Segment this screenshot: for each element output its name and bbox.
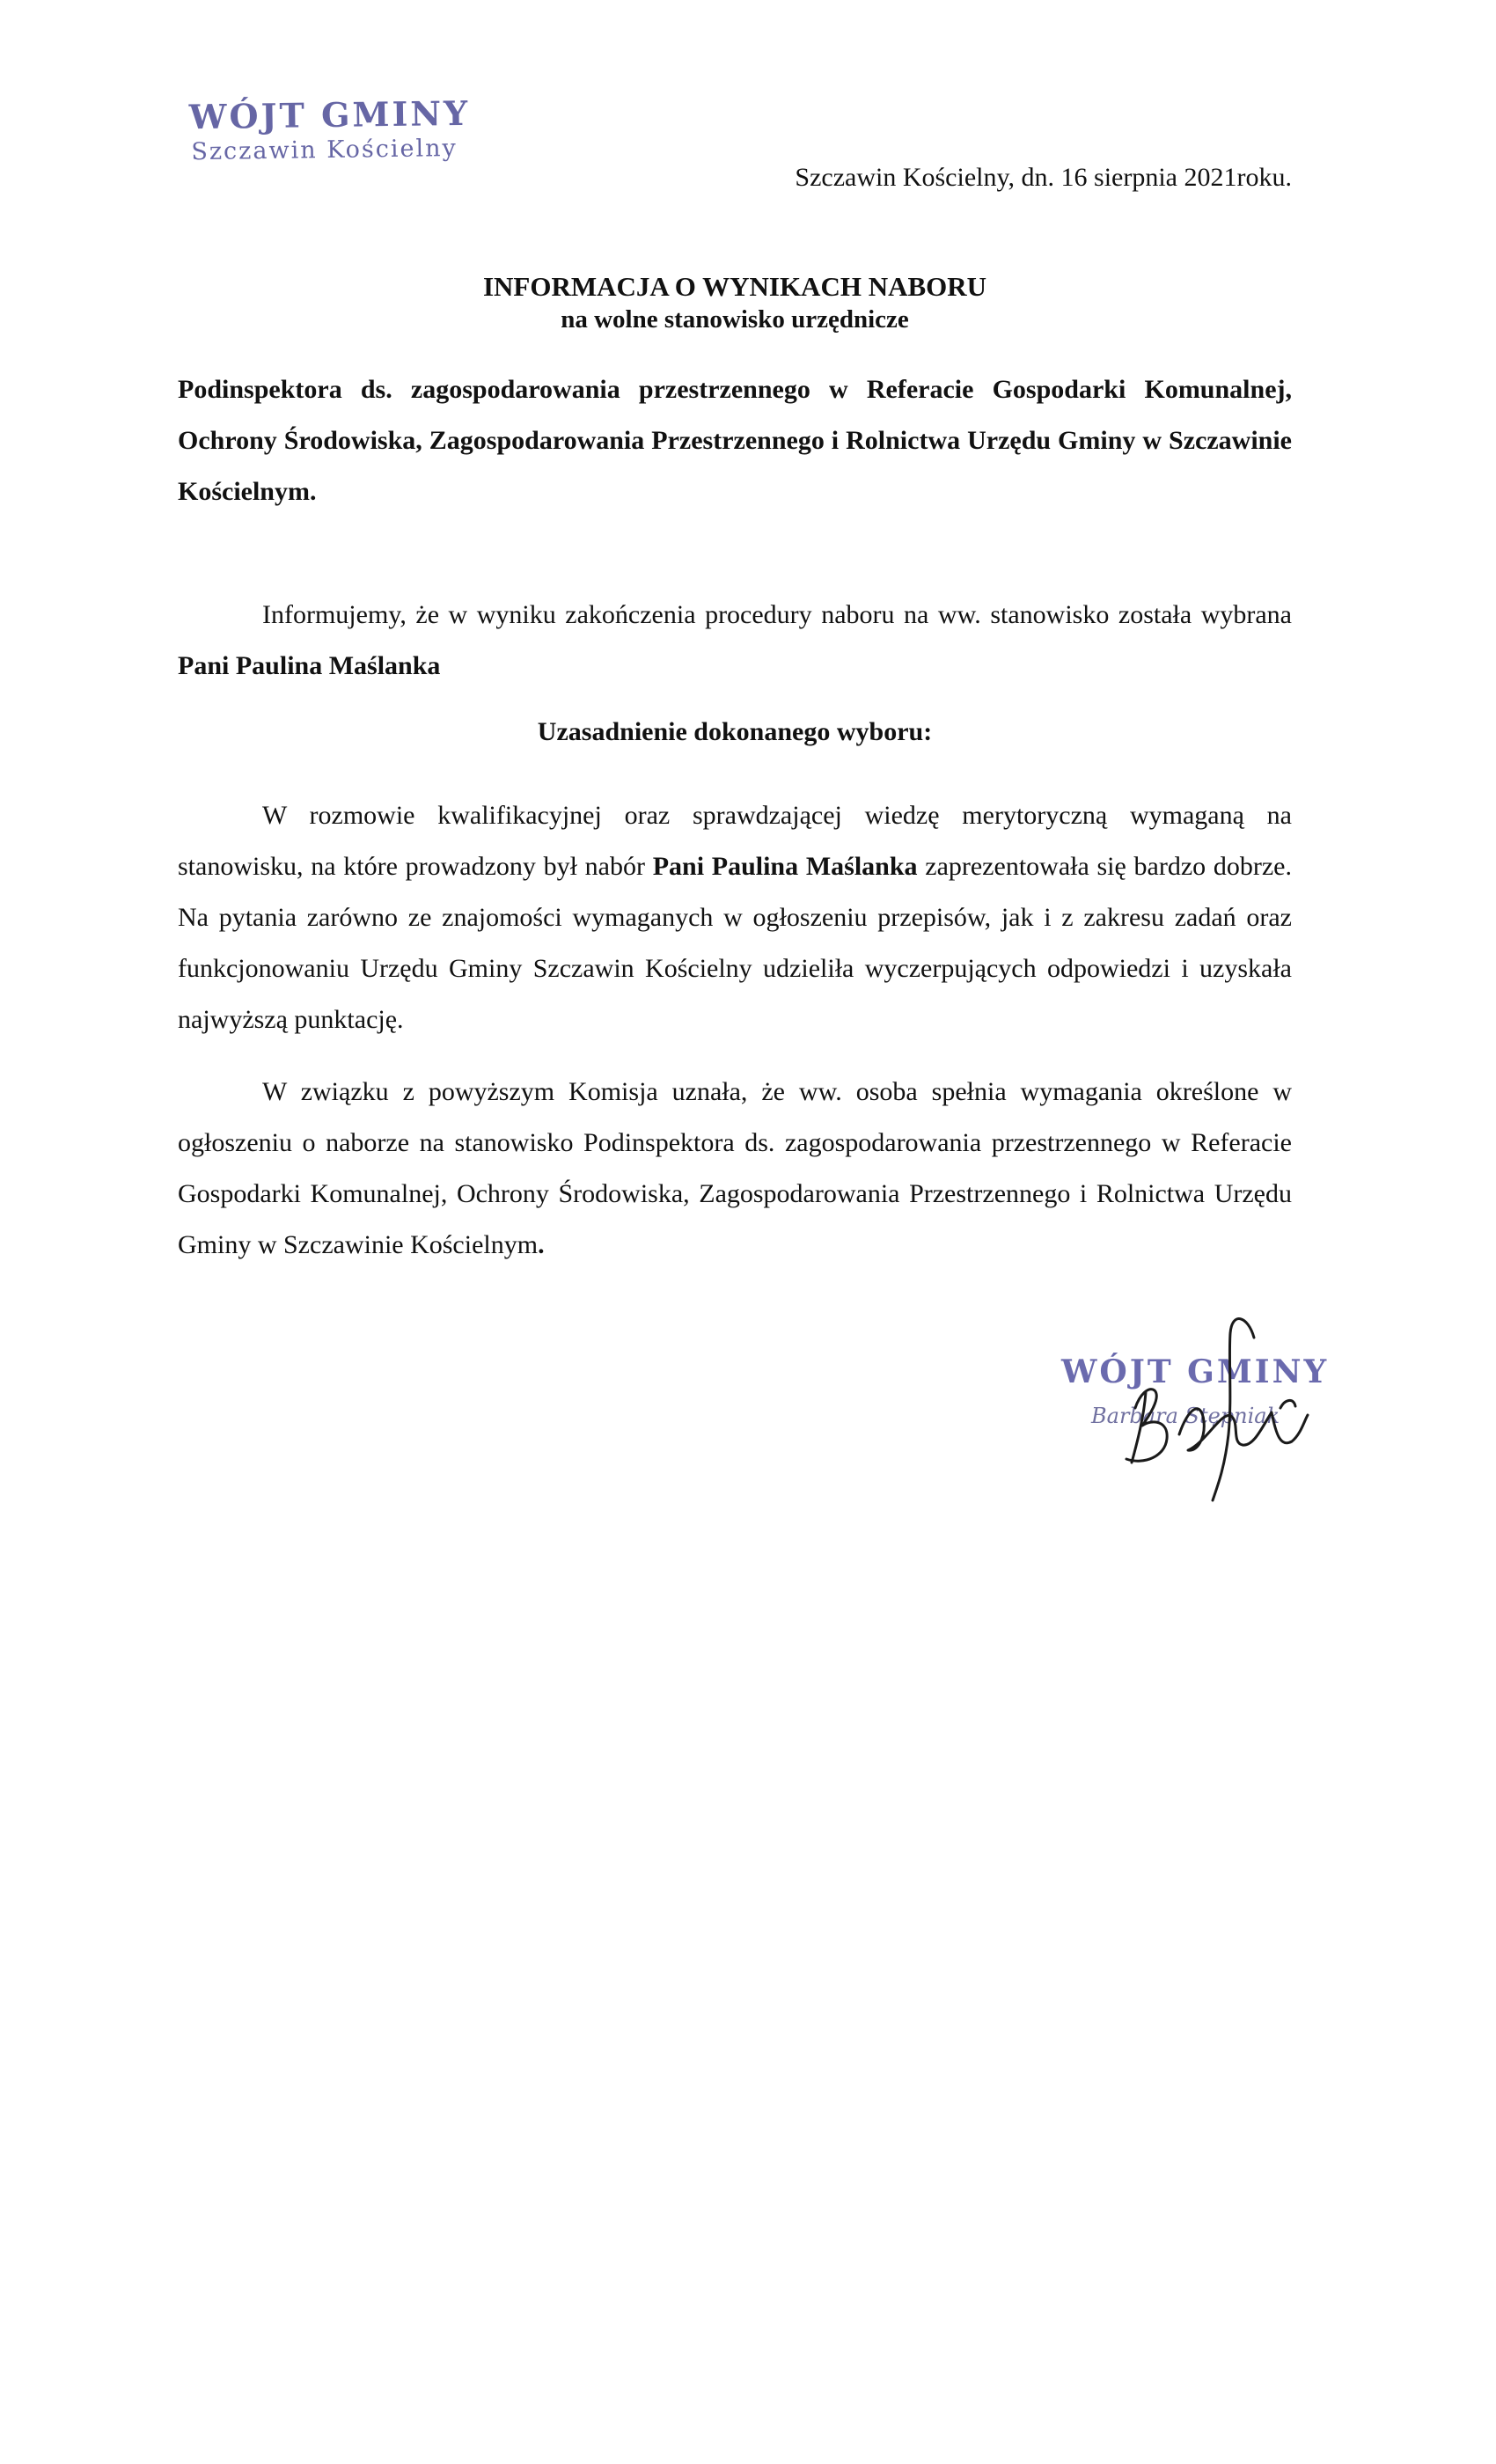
stamp-location: Szczawin Kościelny (191, 134, 458, 166)
paragraph-inform (178, 590, 1292, 692)
paragraph-committee (178, 1067, 1292, 1271)
inform-text: Informujemy, że w wyniku zakończenia procedury naboru na ww. stanowisko została wybrana (262, 600, 1292, 629)
selected-candidate-name: Pani Paulina Maślanka (178, 651, 441, 680)
interview-text-after: zaprezentowała się bardzo dobrze. Na pytania zarówno ze znajomości wymaganych w ogłoszeniu przepisów, jak i z zakresu zadań oraz funkcjonowaniu Urzędu Gminy Szczawin Kościelny udzieliła wyczerpujących odpowiedzi i uzyskała najwyższą punktację. (178, 852, 1292, 1034)
committee-text: W związku z powyższym Komisja uznała, że ww. osoba spełnia wymagania określone w ogłoszeniu o naborze na stanowisko Podinspektora ds. zagospodarowania przestrzennego w Referacie Gospodarki Komunalnej, Ochrony Środowiska, Zagospodarowania Przestrzennego i Rolnictwa Urzędu Gminy w Szczawinie Kościelnym (178, 1077, 1292, 1259)
interview-candidate-name: Pani Paulina Maślanka (652, 852, 918, 881)
interview-text-before: W rozmowie kwalifikacyjnej oraz sprawdzającej wiedzę merytoryczną wymaganą na stanowisku, na które prowadzony był nabór (178, 801, 1292, 881)
title-main: INFORMACJA O WYNIKACH NABORU (482, 271, 987, 302)
position-description: Podinspektora ds. zagospodarowania przestrzennego w Referacie Gospodarki Komunalnej, Ochrony Środowiska, Zagospodarowania Przestrzennego i Rolnictwa Urzędu Gminy w Szczawinie Kościelnym. (178, 375, 1292, 506)
signature-stamp-title: WÓJT GMINY (1061, 1353, 1330, 1390)
office-stamp (188, 93, 471, 167)
signature-stamp-name: Barbara Stępniak (1091, 1404, 1280, 1428)
justification-heading: Uzasadnienie dokonanego wyboru: (537, 717, 933, 746)
committee-final-period: . (538, 1230, 545, 1259)
date-line: Szczawin Kościelny, dn. 16 sierpnia 2021roku. (795, 163, 1292, 192)
document-title (176, 269, 1294, 334)
handwritten-signature (1100, 1302, 1346, 1514)
stamp-title: WÓJT GMINY (188, 92, 471, 137)
title-subtitle: na wolne stanowisko urzędnicze (561, 305, 909, 334)
paragraph-interview (178, 790, 1292, 1045)
